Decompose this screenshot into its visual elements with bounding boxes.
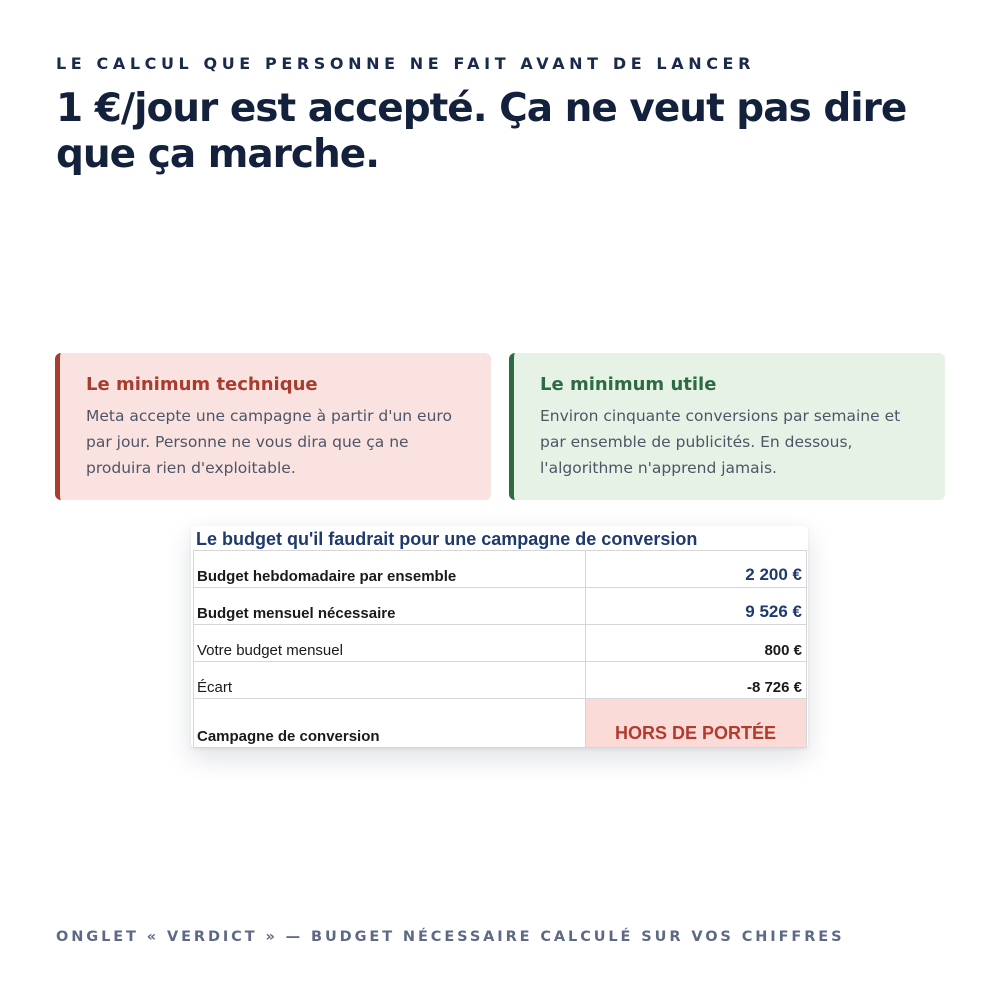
card-technical-minimum	[55, 353, 491, 500]
card-text: Environ cinquante conversions par semaine et par ensemble de publicités. En dessous, l'algorithme n'apprend jamais.	[540, 407, 901, 477]
cell-label[interactable]: Écart	[194, 662, 586, 699]
card-title: Le minimum utile	[540, 374, 717, 395]
sheet-title: Le budget qu'il faudrait pour une campagne de conversion	[196, 529, 698, 549]
table-row	[194, 662, 807, 699]
budget-table	[193, 550, 807, 748]
cell-value[interactable]: 2 200 €	[586, 551, 807, 588]
cell-label[interactable]: Budget mensuel nécessaire	[194, 588, 586, 625]
card-title: Le minimum technique	[86, 374, 318, 395]
cell-value[interactable]: 9 526 €	[586, 588, 807, 625]
card-text: Meta accepte une campagne à partir d'un euro par jour. Personne ne vous dira que ça ne produira rien d'exploitable.	[86, 407, 452, 477]
verdict-cell[interactable]: HORS DE PORTÉE	[586, 699, 807, 748]
table-row	[194, 625, 807, 662]
table-row	[194, 588, 807, 625]
cell-label[interactable]: Votre budget mensuel	[194, 625, 586, 662]
cell-label[interactable]: Campagne de conversion	[194, 699, 586, 748]
page-title: 1 €/jour est accepté. Ça ne veut pas dire que ça marche.	[56, 86, 907, 177]
eyebrow-text: LE CALCUL QUE PERSONNE NE FAIT AVANT DE LANCER	[56, 54, 755, 73]
cell-label[interactable]: Budget hebdomadaire par ensemble	[194, 551, 586, 588]
spreadsheet-panel	[191, 526, 808, 748]
footer-caption: ONGLET « VERDICT » — BUDGET NÉCESSAIRE CALCULÉ SUR VOS CHIFFRES	[56, 929, 845, 945]
table-row	[194, 699, 807, 748]
card-useful-minimum	[509, 353, 945, 500]
table-row	[194, 551, 807, 588]
cell-value[interactable]: -8 726 €	[586, 662, 807, 699]
cell-value[interactable]: 800 €	[586, 625, 807, 662]
